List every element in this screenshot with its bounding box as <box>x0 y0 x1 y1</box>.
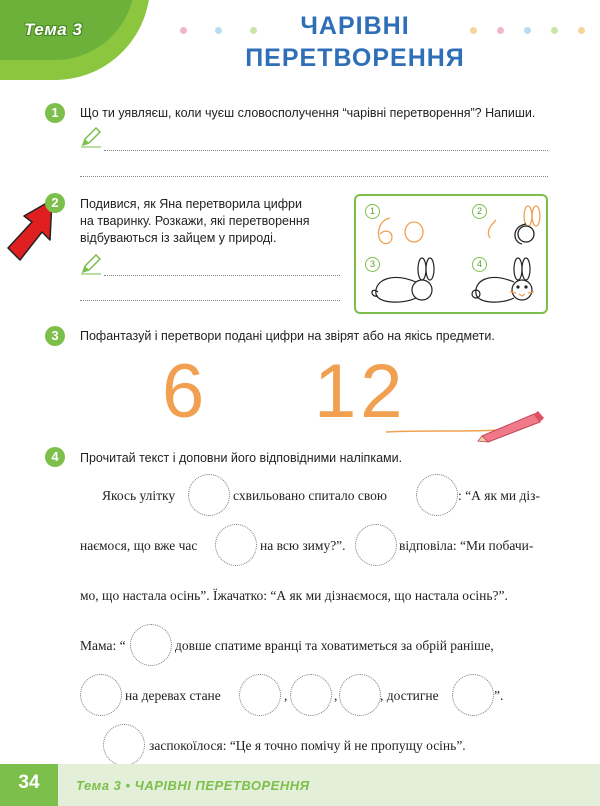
decorative-dot <box>215 27 222 34</box>
decorative-dot <box>180 27 187 34</box>
step-number: 4 <box>472 257 487 272</box>
decorative-dot <box>551 27 558 34</box>
sticker-slot[interactable] <box>103 724 145 766</box>
task-2-number: 2 <box>45 193 65 213</box>
digit-six: 6 <box>162 349 205 434</box>
sticker-slot[interactable] <box>339 674 381 716</box>
page-title <box>230 10 480 74</box>
digit-twelve: 12 <box>314 349 407 434</box>
page-number: 34 <box>18 772 40 793</box>
sticker-slot[interactable] <box>80 674 122 716</box>
task-2-line: на тваринку. Розкажи, які перетворення <box>80 214 310 228</box>
step1-digits <box>378 218 423 244</box>
decorative-dot <box>497 27 504 34</box>
decorative-dot <box>578 27 585 34</box>
sticker-slot[interactable] <box>416 474 458 516</box>
task-2-line: відбуваються із зайцем у природі. <box>80 231 277 245</box>
story-text: на всю зиму?”. <box>260 538 346 553</box>
story-text: мо, що настала осінь”. Їжачатко: “А як ми дізнаємося, що настала осінь?”. <box>80 588 508 603</box>
story-text: схвильовано спитало свою <box>233 488 387 503</box>
story-text: на деревах стане <box>125 688 221 703</box>
red-pencil-icon <box>386 408 546 444</box>
story-text: ”. <box>494 688 504 703</box>
story-text: , <box>334 688 338 703</box>
decorative-dot <box>524 27 531 34</box>
sticker-slot[interactable] <box>239 674 281 716</box>
task-2-line: Подивися, як Яна перетворила цифри <box>80 197 302 211</box>
story-text: , достигне <box>380 688 439 703</box>
answer-line[interactable] <box>80 300 340 301</box>
task-4-number: 4 <box>45 447 65 467</box>
task-4-text: Прочитай текст і доповни його відповідними наліпками. <box>80 451 403 465</box>
sticker-slot[interactable] <box>130 624 172 666</box>
sticker-slot[interactable] <box>188 474 230 516</box>
story-text: заспокоїлося: “Це я точно помічу й не пропущу осінь”. <box>149 738 466 753</box>
step2-digits <box>488 206 540 244</box>
sticker-slot[interactable] <box>355 524 397 566</box>
page-title-line1: ЧАРІВНІ <box>300 12 410 40</box>
task-3-number: 3 <box>45 326 65 346</box>
story-text: наємося, що вже час <box>80 538 198 553</box>
sticker-slot[interactable] <box>452 674 494 716</box>
answer-line[interactable] <box>104 275 340 276</box>
story-text: Якось улітку <box>102 488 176 503</box>
bunny-drawing-steps <box>356 196 544 310</box>
sticker-slot[interactable] <box>290 674 332 716</box>
step4-bunny <box>472 258 534 302</box>
story-text: довше спатиме вранці та ховатиметься за обрій раніше, <box>175 638 494 653</box>
task-3-text: Пофантазуй і перетвори подані цифри на звірят або на якісь предмети. <box>80 329 495 343</box>
task-1-text: Що ти уявляєш, коли чуєш словосполучення “чарівні перетворення”? Напиши. <box>80 106 536 120</box>
theme-label: Тема 3 <box>24 20 83 39</box>
story-text: відповіла: “Ми побачи- <box>399 538 534 553</box>
footer-title: Тема 3 • ЧАРІВНІ ПЕРЕТВОРЕННЯ <box>76 778 310 793</box>
sticker-slot[interactable] <box>215 524 257 566</box>
story-text: Мама: “ <box>80 638 126 653</box>
story-text: , <box>284 688 288 703</box>
step-number: 3 <box>365 257 380 272</box>
task-2-text <box>80 196 350 247</box>
answer-line[interactable] <box>80 176 548 177</box>
page-title-line2: ПЕРЕТВОРЕННЯ <box>245 44 465 72</box>
pencil-icon <box>80 126 102 148</box>
answer-line[interactable] <box>104 150 548 151</box>
step3-bunny <box>372 258 434 302</box>
step-number: 2 <box>472 204 487 219</box>
step-number: 1 <box>365 204 380 219</box>
story-text: : “А як ми діз- <box>458 488 540 503</box>
pencil-icon <box>80 253 102 275</box>
task-1-number: 1 <box>45 103 65 123</box>
